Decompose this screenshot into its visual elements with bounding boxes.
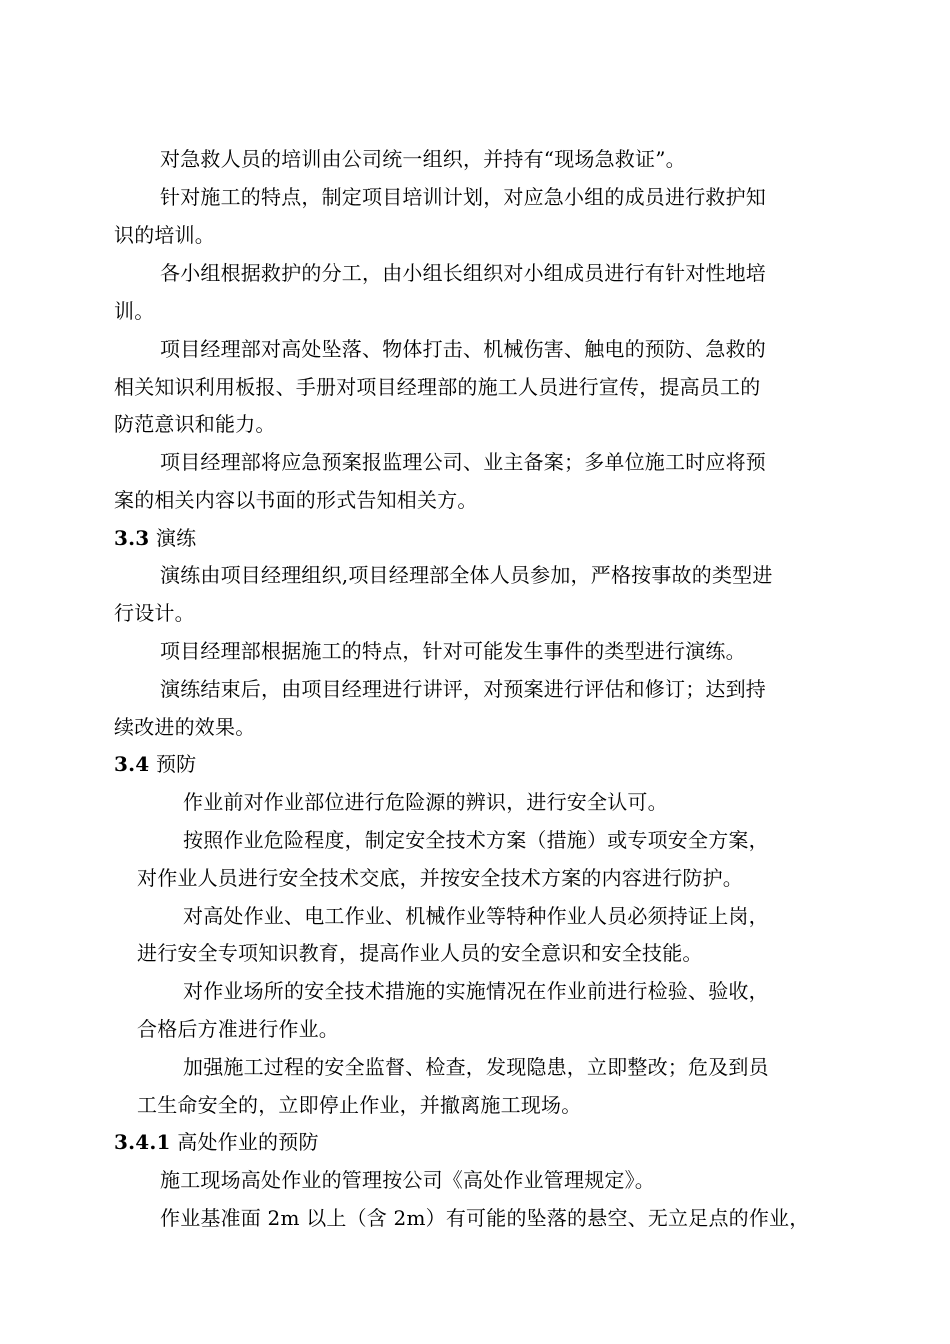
paragraph-line: 对急救人员的培训由公司统一组织，并持有“现场急救证”。 bbox=[160, 147, 686, 171]
heading-title: 演练 bbox=[155, 526, 197, 550]
heading-number: 3.4.1 bbox=[114, 1130, 171, 1154]
paragraph-line: 防范意识和能力。 bbox=[114, 412, 276, 436]
paragraph-line: 对作业人员进行安全技术交底，并按安全技术方案的内容进行防护。 bbox=[137, 866, 743, 890]
paragraph-line: 作业基准面 2m 以上（含 2m）有可能的坠落的悬空、无立足点的作业， bbox=[160, 1206, 810, 1230]
heading-title: 高处作业的预防 bbox=[177, 1130, 319, 1154]
heading-number: 3.4 bbox=[114, 752, 150, 776]
paragraph-line: 合格后方准进行作业。 bbox=[137, 1017, 339, 1041]
paragraph-line: 训。 bbox=[114, 299, 155, 323]
paragraph-line: 识的培训。 bbox=[114, 223, 215, 247]
paragraph-line: 案的相关内容以书面的形式告知相关方。 bbox=[114, 488, 478, 512]
section-heading-3-4-1 bbox=[114, 1129, 319, 1155]
section-heading-3-3 bbox=[114, 525, 196, 551]
paragraph-line: 针对施工的特点，制定项目培训计划，对应急小组的成员进行救护知 bbox=[160, 185, 766, 209]
heading-title: 预防 bbox=[155, 752, 197, 776]
paragraph-line: 对作业场所的安全技术措施的实施情况在作业前进行检验、验收， bbox=[183, 979, 769, 1003]
paragraph-line: 进行安全专项知识教育，提高作业人员的安全意识和安全技能。 bbox=[137, 941, 703, 965]
paragraph-line: 演练由项目经理组织,项目经理部全体人员参加，严格按事故的类型进 bbox=[160, 563, 773, 587]
paragraph-line: 行设计。 bbox=[114, 601, 195, 625]
paragraph-line: 各小组根据救护的分工，由小组长组织对小组成员进行有针对性地培 bbox=[160, 261, 766, 285]
paragraph-line: 工生命安全的，立即停止作业，并撤离施工现场。 bbox=[137, 1093, 582, 1117]
paragraph-line: 续改进的效果。 bbox=[114, 715, 256, 739]
heading-number: 3.3 bbox=[114, 526, 150, 550]
paragraph-line: 对高处作业、电工作业、机械作业等特种作业人员必须持证上岗， bbox=[183, 904, 769, 928]
paragraph-line: 项目经理部对高处坠落、物体打击、机械伤害、触电的预防、急救的 bbox=[160, 337, 766, 361]
paragraph-line: 相关知识利用板报、手册对项目经理部的施工人员进行宣传，提高员工的 bbox=[114, 375, 761, 399]
paragraph-line: 作业前对作业部位进行危险源的辨识，进行安全认可。 bbox=[183, 790, 668, 814]
paragraph-line: 加强施工过程的安全监督、检查，发现隐患，立即整改；危及到员 bbox=[183, 1055, 769, 1079]
paragraph-line: 按照作业危险程度，制定安全技术方案（措施）或专项安全方案， bbox=[183, 828, 769, 852]
paragraph-line: 施工现场高处作业的管理按公司《高处作业管理规定》。 bbox=[160, 1168, 655, 1192]
paragraph-line: 项目经理部根据施工的特点，针对可能发生事件的类型进行演练。 bbox=[160, 639, 746, 663]
section-heading-3-4 bbox=[114, 751, 196, 777]
paragraph-line: 演练结束后，由项目经理进行讲评，对预案进行评估和修订；达到持 bbox=[160, 677, 766, 701]
paragraph-line: 项目经理部将应急预案报监理公司、业主备案；多单位施工时应将预 bbox=[160, 450, 766, 474]
